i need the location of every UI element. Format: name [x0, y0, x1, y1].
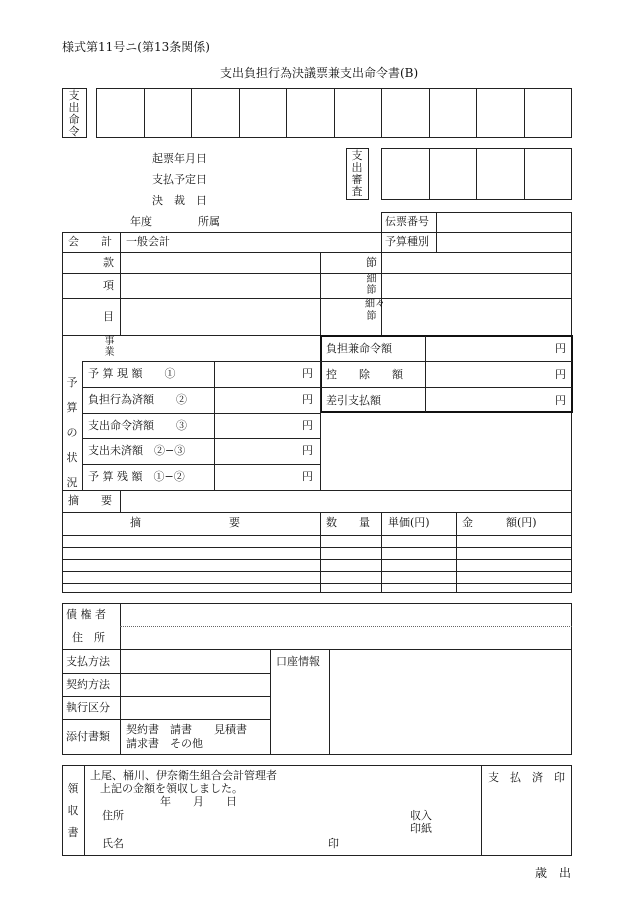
col-kingaku: 金 額(円) — [462, 516, 537, 529]
shiharaizumi-label: 支 払 済 印 — [488, 771, 565, 784]
kaikei-value: 一般会計 — [126, 235, 170, 248]
keiyaku-hoho-label: 契約方法 — [66, 678, 110, 691]
col-tekiyo: 摘 要 — [130, 516, 240, 529]
saishutsu-label: 歳 出 — [535, 866, 572, 880]
yosan-yen-1: 円 — [302, 393, 313, 406]
yosan-yen-0: 円 — [302, 367, 313, 380]
denpyo-bango-label: 伝票番号 — [385, 215, 429, 228]
yosan-yen-4: 円 — [302, 470, 313, 483]
receipt-shuunyu: 収入 — [410, 809, 432, 822]
kihyo-date-label: 起票年月日 — [152, 152, 207, 165]
tenpu-label: 添付書類 — [66, 730, 110, 743]
receipt-shimei: 氏名 — [102, 837, 124, 850]
shozoku-label: 所属 — [198, 215, 220, 228]
kojo-label: 控 除 額 — [326, 368, 403, 381]
shishutsu-meirei-label-box — [62, 88, 87, 138]
shiharai-hoho-label: 支払方法 — [66, 655, 110, 668]
shikko-kubun-label: 執行区分 — [66, 701, 110, 714]
saiken-label: 債 権 者 — [66, 608, 106, 621]
kojo-yen: 円 — [555, 368, 566, 381]
futan-label: 負担兼命令額 — [326, 342, 392, 355]
kaikei-label: 会 計 — [68, 235, 112, 248]
receipt-in: 印 — [328, 837, 339, 850]
shinsa-label: 支出審査 — [351, 149, 363, 198]
yosan-shubetsu-label: 予算種別 — [385, 235, 429, 248]
receipt-jusho: 住所 — [102, 809, 124, 822]
tekiyo-label: 摘 要 — [68, 494, 112, 507]
yosan-item-1: 負担行為済額 ② — [88, 393, 187, 406]
jigyo-label: 事業 — [104, 336, 115, 358]
saisaisetsu-label: 細々節 — [365, 299, 385, 322]
yosan-status-label: 予算の状況 — [66, 376, 78, 489]
saisetsu-label: 細節 — [366, 274, 377, 296]
form-number: 様式第11号ニ(第13条関係) — [62, 40, 210, 54]
receipt-line-1: 上尾、桶川、伊奈衛生組合会計管理者 — [90, 769, 277, 782]
yosan-yen-2: 円 — [302, 419, 313, 432]
sashihiki-yen: 円 — [555, 394, 566, 407]
receipt-inshi: 印紙 — [410, 822, 432, 835]
shishutsu-meirei-label: 支出命令 — [68, 89, 80, 138]
tenpu-value-2: 請求書 その他 — [126, 737, 203, 750]
col-tanka: 単価(円) — [388, 516, 430, 529]
shinsa-label-box — [346, 148, 369, 200]
koza-label: 口座情報 — [276, 655, 320, 668]
setsu-label: 節 — [366, 256, 377, 269]
form-title: 支出負担行為決議票兼支出命令書(B) — [220, 66, 419, 80]
shiharai-yotei-label: 支払予定日 — [152, 173, 207, 186]
yosan-item-0: 予 算 現 額 ① — [88, 367, 176, 380]
yosan-yen-3: 円 — [302, 444, 313, 457]
receipt-label: 領収書 — [67, 782, 79, 839]
kan-label: 款 — [103, 256, 114, 269]
nendo-label: 年度 — [130, 215, 152, 228]
moku-label: 目 — [103, 310, 114, 323]
sashihiki-label: 差引支払額 — [326, 394, 381, 407]
tenpu-value-1: 契約書 請書 見積書 — [126, 723, 247, 736]
yosan-item-3: 支出未済額 ②−③ — [88, 444, 186, 457]
jusho-label: 住 所 — [72, 631, 105, 644]
ko-label: 項 — [103, 279, 114, 292]
col-suryo: 数 量 — [326, 516, 370, 529]
futan-yen: 円 — [555, 342, 566, 355]
receipt-line-2: 上記の金額を領収しました。 — [100, 782, 243, 795]
yosan-item-2: 支出命令済額 ③ — [88, 419, 187, 432]
yosan-item-4: 予 算 残 額 ①−② — [88, 470, 185, 483]
kessai-date-label: 決 裁 日 — [152, 194, 207, 207]
receipt-date: 年 月 日 — [160, 795, 237, 808]
